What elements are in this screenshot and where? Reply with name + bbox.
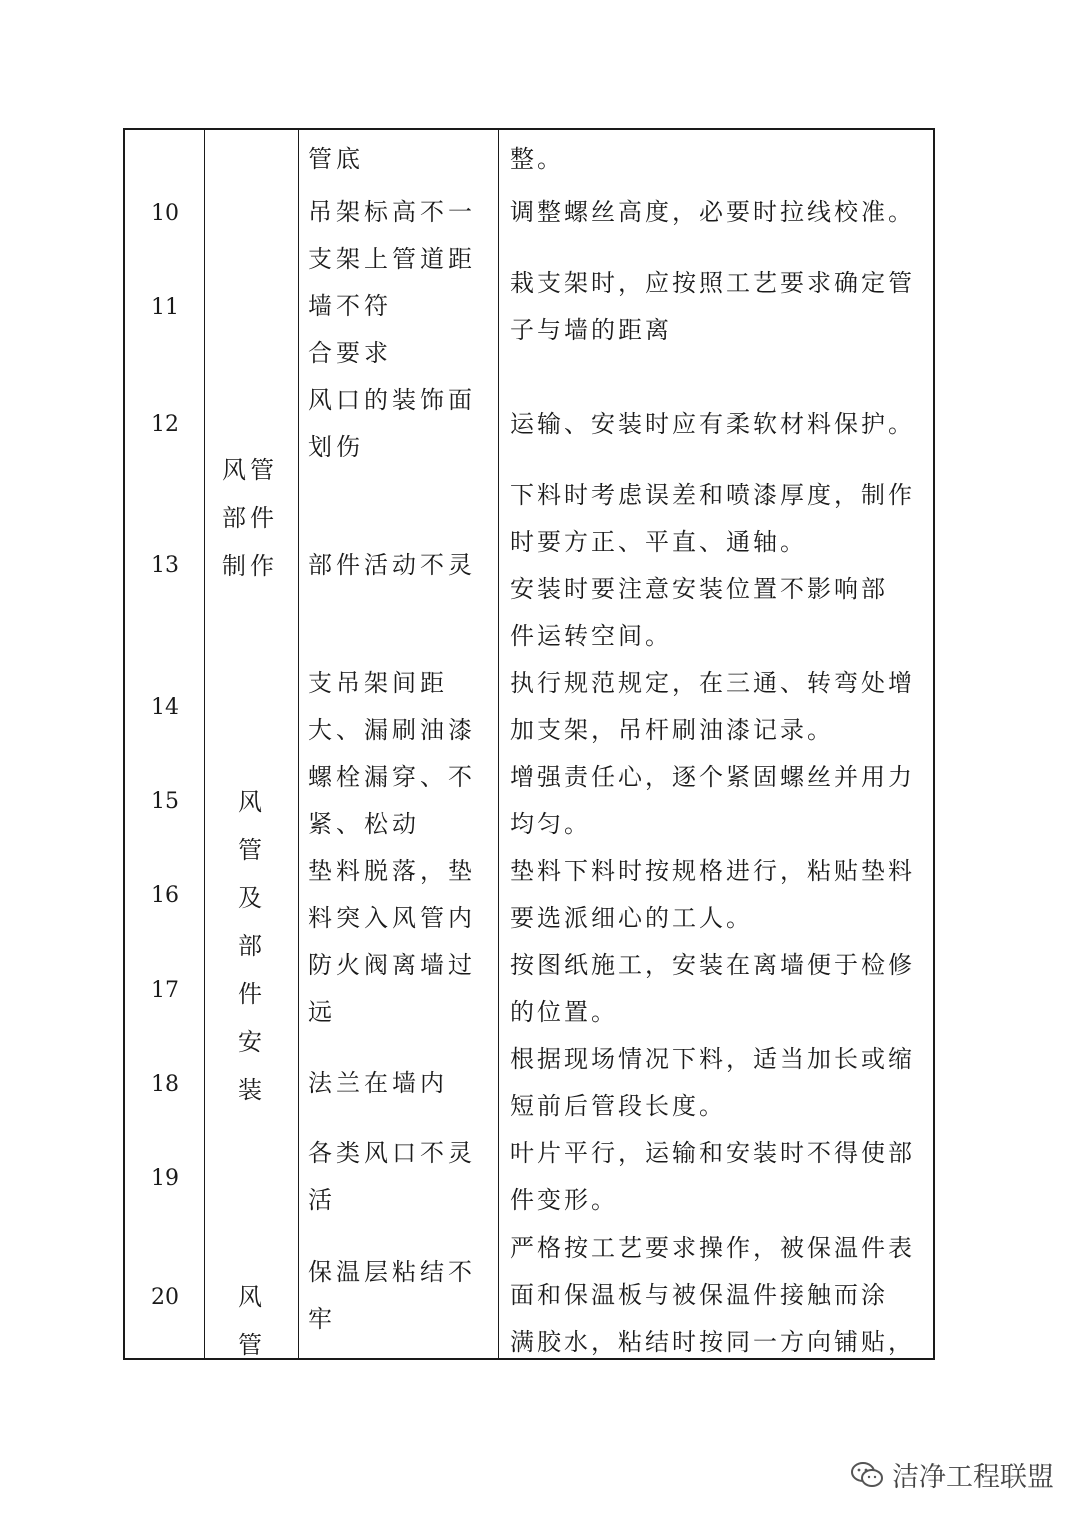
problem-line: 保温层粘结不 [308,1258,476,1286]
problem-cell [308,236,498,377]
problem-line: 活 [308,1186,336,1214]
category-line: 部 [238,932,262,960]
measure-line: 执行规范规定，在三通、转弯处增 [510,669,915,697]
row-number: 10 [151,201,179,226]
problem-cell [308,542,498,589]
problem-line: 支架上管道距 [308,245,476,273]
problem-line: 合要求 [308,339,392,367]
measure-line: 运输、安装时应有柔软材料保护。 [510,410,915,438]
measure-line: 满胶水，粘结时按同一方向铺贴， [510,1328,915,1356]
problem-cell [308,848,498,942]
problem-cell [308,1249,498,1343]
row-number: 18 [151,1072,179,1097]
measure-line: 安装时要注意安装位置不影响部 [510,575,888,603]
problem-line: 牢 [308,1305,336,1333]
measure-cell [510,136,928,183]
measure-line: 严格按工艺要求操作，被保温件表 [510,1234,915,1262]
category-line: 件 [238,980,262,1008]
category-line: 安 [238,1028,262,1056]
measure-line: 栽支架时，应按照工艺要求确定管 [510,269,915,297]
category-line: 装 [238,1076,262,1104]
measure-line: 件运转空间。 [510,622,672,650]
row-number: 17 [151,978,179,1003]
problem-line: 管底 [308,145,364,173]
category-line: 风 [238,788,262,816]
measure-cell [510,472,928,660]
measure-line: 时要方正、平直、通轴。 [510,528,807,556]
problem-line: 支吊架间距 [308,669,448,697]
problem-cell [308,942,498,1036]
watermark [850,1455,1054,1494]
category-line: 部件 [222,504,278,532]
measure-line: 垫料下料时按规格进行，粘贴垫料 [510,857,915,885]
measure-line: 面和保温板与被保温件接触而涂 [510,1281,888,1309]
problem-cell [308,754,498,848]
problem-line: 部件活动不灵 [308,551,476,579]
problem-cell [308,1130,498,1224]
measure-line: 按图纸施工，安装在离墙便于检修 [510,951,915,979]
row-number: 12 [151,412,179,437]
problem-cell [308,189,498,236]
measure-cell [510,1130,928,1224]
category-line: 风 [238,1283,262,1311]
problem-line: 料突入风管内 [308,904,476,932]
row-number: 20 [151,1285,179,1310]
measure-cell [510,401,928,448]
row-number: 16 [151,883,179,908]
problem-cell [308,136,498,183]
row-number: 15 [151,789,179,814]
category-ductwork-parts-fabrication [215,446,285,590]
category-duct-and-parts-installation [215,778,285,1114]
measure-cell [510,1036,928,1130]
measure-cell [510,1225,928,1366]
problem-line: 防火阀离墙过 [308,951,476,979]
column-divider [298,130,299,1358]
problem-line: 各类风口不灵 [308,1139,476,1167]
row-number: 19 [151,1166,179,1191]
measure-cell [510,754,928,848]
measure-line: 调整螺丝高度，必要时拉线校准。 [510,198,915,226]
measure-line: 叶片平行，运输和安装时不得使部 [510,1139,915,1167]
watermark-text: 洁净工程联盟 [892,1462,1054,1493]
column-divider [498,130,499,1358]
category-line: 管 [238,1331,262,1359]
problem-cell [308,377,498,471]
problem-line: 垫料脱落，垫 [308,857,476,885]
measure-line: 加支架，吊杆刷油漆记录。 [510,716,834,744]
problem-line: 墙不符 [308,292,392,320]
measure-line: 整。 [510,145,564,173]
category-line: 制作 [222,552,278,580]
measure-cell [510,660,928,754]
measure-cell [510,848,928,942]
problem-line: 紧、松动 [308,810,420,838]
measure-line: 增强责任心，逐个紧固螺丝并用力 [510,763,915,791]
wechat-icon [850,1461,884,1489]
measure-cell [510,942,928,1036]
problem-line: 远 [308,998,336,1026]
measure-line: 要选派细心的工人。 [510,904,753,932]
problem-line: 大、漏刷油漆 [308,716,476,744]
problem-line: 螺栓漏穿、不 [308,763,476,791]
quality-issues-table [123,128,935,1360]
problem-cell [308,660,498,754]
measure-line: 下料时考虑误差和喷漆厚度，制作 [510,481,915,509]
row-number: 13 [151,553,179,578]
problem-line: 划伤 [308,433,364,461]
problem-line: 法兰在墙内 [308,1069,448,1097]
row-number: 11 [151,295,179,320]
measure-cell [510,189,928,236]
problem-line: 吊架标高不一 [308,198,476,226]
category-duct [215,1273,285,1369]
problem-line: 风口的装饰面 [308,386,476,414]
problem-cell [308,1060,498,1107]
measure-line: 的位置。 [510,998,618,1026]
category-line: 管 [238,836,262,864]
measure-cell [510,260,928,354]
category-line: 及 [238,884,262,912]
measure-line: 件变形。 [510,1186,618,1214]
measure-line: 短前后管段长度。 [510,1092,726,1120]
measure-line: 根据现场情况下料，适当加长或缩 [510,1045,915,1073]
measure-line: 均匀。 [510,810,591,838]
measure-line: 子与墙的距离 [510,316,672,344]
category-line: 风管 [222,456,278,484]
row-number: 14 [151,695,179,720]
